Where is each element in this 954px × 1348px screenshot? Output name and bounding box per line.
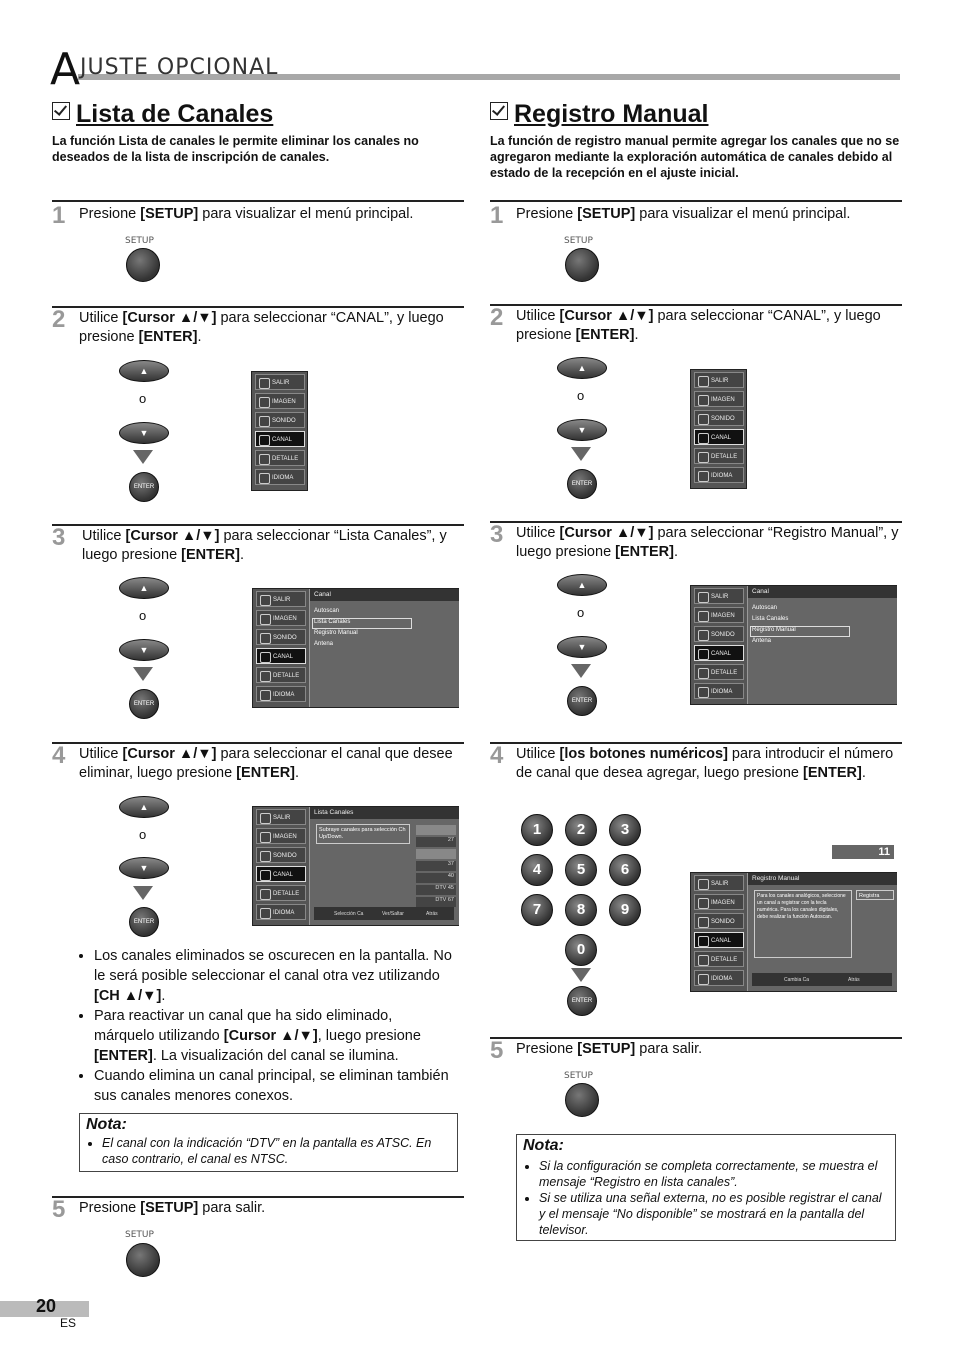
option-antena[interactable]: Antena xyxy=(752,638,772,644)
cursor-down-button[interactable]: ▼ xyxy=(119,422,169,444)
arrow-down-icon xyxy=(571,968,591,982)
main-menu xyxy=(251,371,308,491)
lista-canales-screen xyxy=(252,806,459,926)
step-text: Utilice [Cursor ▲/▼] para seleccionar el canal que desee eliminar, luego presione [ENTER]. xyxy=(79,746,453,781)
channel-item[interactable]: 40 xyxy=(416,873,456,883)
canal-menu-screen xyxy=(252,588,459,708)
number-key-5[interactable]: 5 xyxy=(565,854,597,886)
menu-item-salir[interactable]: SALIR xyxy=(694,875,744,891)
step-text: Utilice [Cursor ▲/▼] para seleccionar “Lista Canales”, y luego presione [ENTER]. xyxy=(82,528,447,563)
step-rule xyxy=(52,742,464,744)
step-number: 3 xyxy=(490,521,504,548)
bullet-item: • Los canales eliminados se oscurecen en la pantalla. No le será posible seleccionar el canal otra vez utilizando [CH ▲/▼]. xyxy=(94,946,454,1006)
menu-item-detalle[interactable]: DETALLE xyxy=(255,450,305,466)
setup-label: SETUP xyxy=(564,236,593,246)
section-title-lista xyxy=(52,100,273,129)
setup-button[interactable] xyxy=(126,1243,160,1277)
step-text: Presione [SETUP] para visualizar el menú principal. xyxy=(79,206,414,222)
step-number: 4 xyxy=(52,742,66,769)
enter-button[interactable]: ENTER xyxy=(129,907,159,937)
step-number: 1 xyxy=(52,202,66,229)
footer-view-skip: Ver/Saltar xyxy=(382,911,404,917)
step-text: Presione [SETUP] para visualizar el menú principal. xyxy=(516,206,851,222)
footer-back: Atrás xyxy=(848,977,860,983)
menu-item-imagen[interactable]: IMAGEN xyxy=(694,391,744,407)
option-registro-manual[interactable]: Registro Manual xyxy=(314,630,358,636)
menu-item-imagen[interactable]: IMAGEN xyxy=(256,610,306,626)
enter-button[interactable]: ENTER xyxy=(567,986,597,1016)
menu-item-sonido[interactable]: SONIDO xyxy=(255,412,305,428)
setup-button[interactable] xyxy=(126,248,160,282)
menu-item-canal[interactable]: CANAL xyxy=(256,866,306,882)
channel-item[interactable]: DTV 45 xyxy=(416,885,456,895)
cursor-down-button[interactable]: ▼ xyxy=(119,639,169,661)
step-number: 2 xyxy=(490,304,504,331)
setup-button[interactable] xyxy=(565,1083,599,1117)
channel-item[interactable]: 27 xyxy=(416,837,456,847)
section-title-lista-text: Lista de Canales xyxy=(76,100,274,128)
menu-item-idioma[interactable]: IDIOMA xyxy=(694,970,744,986)
footer-change-channel: Cambia Ca xyxy=(784,977,810,983)
step-text: Presione [SETUP] para salir. xyxy=(79,1200,266,1216)
menu-item-imagen[interactable]: IMAGEN xyxy=(255,393,305,409)
channel-list xyxy=(416,825,456,909)
menu-item-sonido[interactable]: SONIDO xyxy=(694,913,744,929)
canal-menu-screen xyxy=(690,585,897,705)
or-text: o xyxy=(139,827,147,842)
arrow-down-icon xyxy=(571,664,591,678)
number-key-4[interactable]: 4 xyxy=(521,854,553,886)
menu-item-salir[interactable]: SALIR xyxy=(256,809,306,825)
nota-title: Nota: xyxy=(86,1116,127,1133)
cursor-down-button[interactable]: ▼ xyxy=(557,419,607,441)
arrow-down-icon xyxy=(133,886,153,900)
step-rule xyxy=(52,200,464,202)
bullet-item: • Para reactivar un canal que ha sido eliminado, márquelo utilizando [Cursor ▲/▼], luego presione [ENTER]. La visualización del canal se ilumina. xyxy=(94,1006,454,1066)
number-key-3[interactable]: 3 xyxy=(609,814,641,846)
or-text: o xyxy=(139,391,147,406)
menu-item-detalle[interactable]: DETALLE xyxy=(256,885,306,901)
number-key-2[interactable]: 2 xyxy=(565,814,597,846)
menu-item-canal[interactable]: CANAL xyxy=(256,648,306,664)
step-rule xyxy=(490,521,902,523)
canal-panel xyxy=(747,586,897,704)
number-key-0[interactable]: 0 xyxy=(565,934,597,966)
step-text: Utilice [los botones numéricos] para introducir el número de canal que desea agregar, luego presione [ENTER]. xyxy=(516,746,894,781)
bullet-item: • Cuando elimina un canal principal, se eliminan también sus canales menores conexos. xyxy=(94,1066,454,1106)
menu-item-idioma[interactable]: IDIOMA xyxy=(256,904,306,920)
canal-panel xyxy=(309,589,459,707)
checkbox-icon xyxy=(52,102,70,120)
step-rule xyxy=(490,1037,902,1039)
step-number: 3 xyxy=(52,524,66,551)
nota-item: • El canal con la indicación “DTV” en la pantalla es ATSC. En caso contrario, el canal es NTSC. xyxy=(102,1135,448,1167)
menu-item-canal[interactable]: CANAL xyxy=(694,429,744,445)
step-number: 1 xyxy=(490,202,504,229)
menu-item-detalle[interactable]: DETALLE xyxy=(694,448,744,464)
header-initial: A xyxy=(50,44,81,95)
nota-body xyxy=(88,1135,448,1167)
menu-item-salir[interactable]: SALIR xyxy=(694,372,744,388)
channel-number-display: 11 xyxy=(832,845,894,859)
or-text: o xyxy=(139,608,147,623)
menu-item-sonido[interactable]: SONIDO xyxy=(694,626,744,642)
step-rule xyxy=(52,306,464,308)
nota-body xyxy=(525,1158,887,1238)
step-rule xyxy=(490,200,902,202)
footer-select: Selección Ca xyxy=(334,911,364,917)
menu-item-canal[interactable]: CANAL xyxy=(255,431,305,447)
step-rule xyxy=(490,742,902,744)
step-text: Utilice [Cursor ▲/▼] para seleccionar “CANAL”, y luego presione [ENTER]. xyxy=(516,308,881,343)
step-rule xyxy=(52,524,464,526)
menu-item-idioma[interactable]: IDIOMA xyxy=(694,683,744,699)
panel-title: Canal xyxy=(310,589,459,601)
nota-title: Nota: xyxy=(523,1137,564,1154)
intro-registro: La función de registro manual permite agregar los canales que no se agregaron mediante la exploración automática de canales debido al estado de la recepción en el ajuste inicial. xyxy=(490,134,900,180)
cursor-up-button[interactable]: ▲ xyxy=(119,577,169,599)
option-autoscan[interactable]: Autoscan xyxy=(752,605,778,611)
step-text: Presione [SETUP] para salir. xyxy=(516,1041,703,1057)
lista-panel xyxy=(309,807,459,925)
enter-button[interactable]: ENTER xyxy=(129,472,159,502)
page-number: 20 xyxy=(36,1296,57,1316)
step-number: 5 xyxy=(52,1196,66,1223)
cursor-up-button[interactable]: ▲ xyxy=(557,357,607,379)
intro-lista: La función Lista de canales le permite eliminar los canales no deseados de la lista de inscripción de canales. xyxy=(52,134,419,164)
menu-item-salir[interactable]: SALIR xyxy=(256,591,306,607)
menu-item-imagen[interactable]: IMAGEN xyxy=(694,607,744,623)
panel-title: Lista Canales xyxy=(310,807,459,819)
cursor-down-button[interactable]: ▼ xyxy=(119,857,169,879)
footer-back: Atrás xyxy=(426,911,438,917)
nota-box xyxy=(516,1134,896,1241)
or-text: o xyxy=(577,605,585,620)
registra-button[interactable]: Registra xyxy=(856,890,894,900)
setup-button[interactable] xyxy=(565,248,599,282)
nota-item: • Si la configuración se completa correctamente, se muestra el mensaje “Registro en lista canales”. xyxy=(539,1158,887,1190)
menu-item-salir[interactable]: SALIR xyxy=(255,374,305,390)
number-key-6[interactable]: 6 xyxy=(609,854,641,886)
step-number: 5 xyxy=(490,1037,504,1064)
option-lista-canales[interactable]: Lista Canales xyxy=(314,619,351,625)
menu-item-imagen[interactable]: IMAGEN xyxy=(694,894,744,910)
arrow-down-icon xyxy=(571,447,591,461)
menu-item-idioma[interactable]: IDIOMA xyxy=(256,686,306,702)
cursor-up-button[interactable]: ▲ xyxy=(119,796,169,818)
channel-item[interactable]: DTV 67 xyxy=(416,897,456,907)
cursor-down-button[interactable]: ▼ xyxy=(557,636,607,658)
cursor-up-button[interactable]: ▲ xyxy=(119,360,169,382)
step-text: Utilice [Cursor ▲/▼] para seleccionar “Registro Manual”, y luego presione [ENTER]. xyxy=(516,525,899,560)
setup-label: SETUP xyxy=(125,1230,154,1240)
menu-item-canal[interactable]: CANAL xyxy=(694,645,744,661)
number-key-9[interactable]: 9 xyxy=(609,894,641,926)
enter-button[interactable]: ENTER xyxy=(129,689,159,719)
menu-item-salir[interactable]: SALIR xyxy=(694,588,744,604)
section-title-registro xyxy=(490,100,708,129)
option-autoscan[interactable]: Autoscan xyxy=(314,608,340,614)
page-language: ES xyxy=(60,1316,77,1330)
bullet-list xyxy=(76,946,454,1106)
step-text: Utilice [Cursor ▲/▼] para seleccionar “CANAL”, y luego presione [ENTER]. xyxy=(79,310,444,345)
setup-label: SETUP xyxy=(564,1071,593,1081)
menu-item-idioma[interactable]: IDIOMA xyxy=(694,467,744,483)
menu-item-sonido[interactable]: SONIDO xyxy=(256,847,306,863)
number-key-8[interactable]: 8 xyxy=(565,894,597,926)
panel-title: Canal xyxy=(748,586,897,598)
menu-item-sonido[interactable]: SONIDO xyxy=(694,410,744,426)
number-key-1[interactable]: 1 xyxy=(521,814,553,846)
option-registro-manual[interactable]: Registro Manual xyxy=(752,627,796,633)
header-title: JUSTE OPCIONAL xyxy=(80,55,279,80)
arrow-down-icon xyxy=(133,450,153,464)
step-number: 2 xyxy=(52,306,66,333)
menu-item-detalle[interactable]: DETALLE xyxy=(256,667,306,683)
main-menu xyxy=(690,369,747,489)
registro-footer xyxy=(752,973,892,986)
lista-hint: Subraye canales para selección Ch Up/Down. xyxy=(316,824,410,844)
option-lista-canales[interactable]: Lista Canales xyxy=(752,616,789,622)
section-title-registro-text: Registro Manual xyxy=(514,100,709,128)
channel-item[interactable]: 37 xyxy=(416,861,456,871)
enter-button[interactable]: ENTER xyxy=(567,686,597,716)
menu-item-imagen[interactable]: IMAGEN xyxy=(256,828,306,844)
cursor-up-button[interactable]: ▲ xyxy=(557,574,607,596)
registro-panel xyxy=(747,873,897,991)
nota-box xyxy=(79,1113,458,1172)
option-antena[interactable]: Antena xyxy=(314,641,334,647)
number-key-7[interactable]: 7 xyxy=(521,894,553,926)
registro-hint: Para los canales analógicos, seleccione un canal a registrar con la tecla numérica. Para los canales digitales, debe realizar la función Autoscan. xyxy=(754,890,852,958)
step-rule xyxy=(52,1196,464,1198)
arrow-down-icon xyxy=(133,667,153,681)
checkbox-icon xyxy=(490,102,508,120)
setup-label: SETUP xyxy=(125,236,154,246)
menu-item-detalle[interactable]: DETALLE xyxy=(694,951,744,967)
menu-item-sonido[interactable]: SONIDO xyxy=(256,629,306,645)
step-number: 4 xyxy=(490,742,504,769)
menu-item-detalle[interactable]: DETALLE xyxy=(694,664,744,680)
panel-title: Registro Manual xyxy=(748,873,897,885)
nota-item: • Si se utiliza una señal externa, no es posible registrar el canal y el mensaje “No disponible” se mostrará en la pantalla del televisor. xyxy=(539,1190,887,1238)
lista-footer xyxy=(314,907,454,920)
step-rule xyxy=(490,304,902,306)
menu-item-idioma[interactable]: IDIOMA xyxy=(255,469,305,485)
menu-item-canal[interactable]: CANAL xyxy=(694,932,744,948)
or-text: o xyxy=(577,388,585,403)
registro-manual-screen xyxy=(690,872,897,992)
enter-button[interactable]: ENTER xyxy=(567,469,597,499)
